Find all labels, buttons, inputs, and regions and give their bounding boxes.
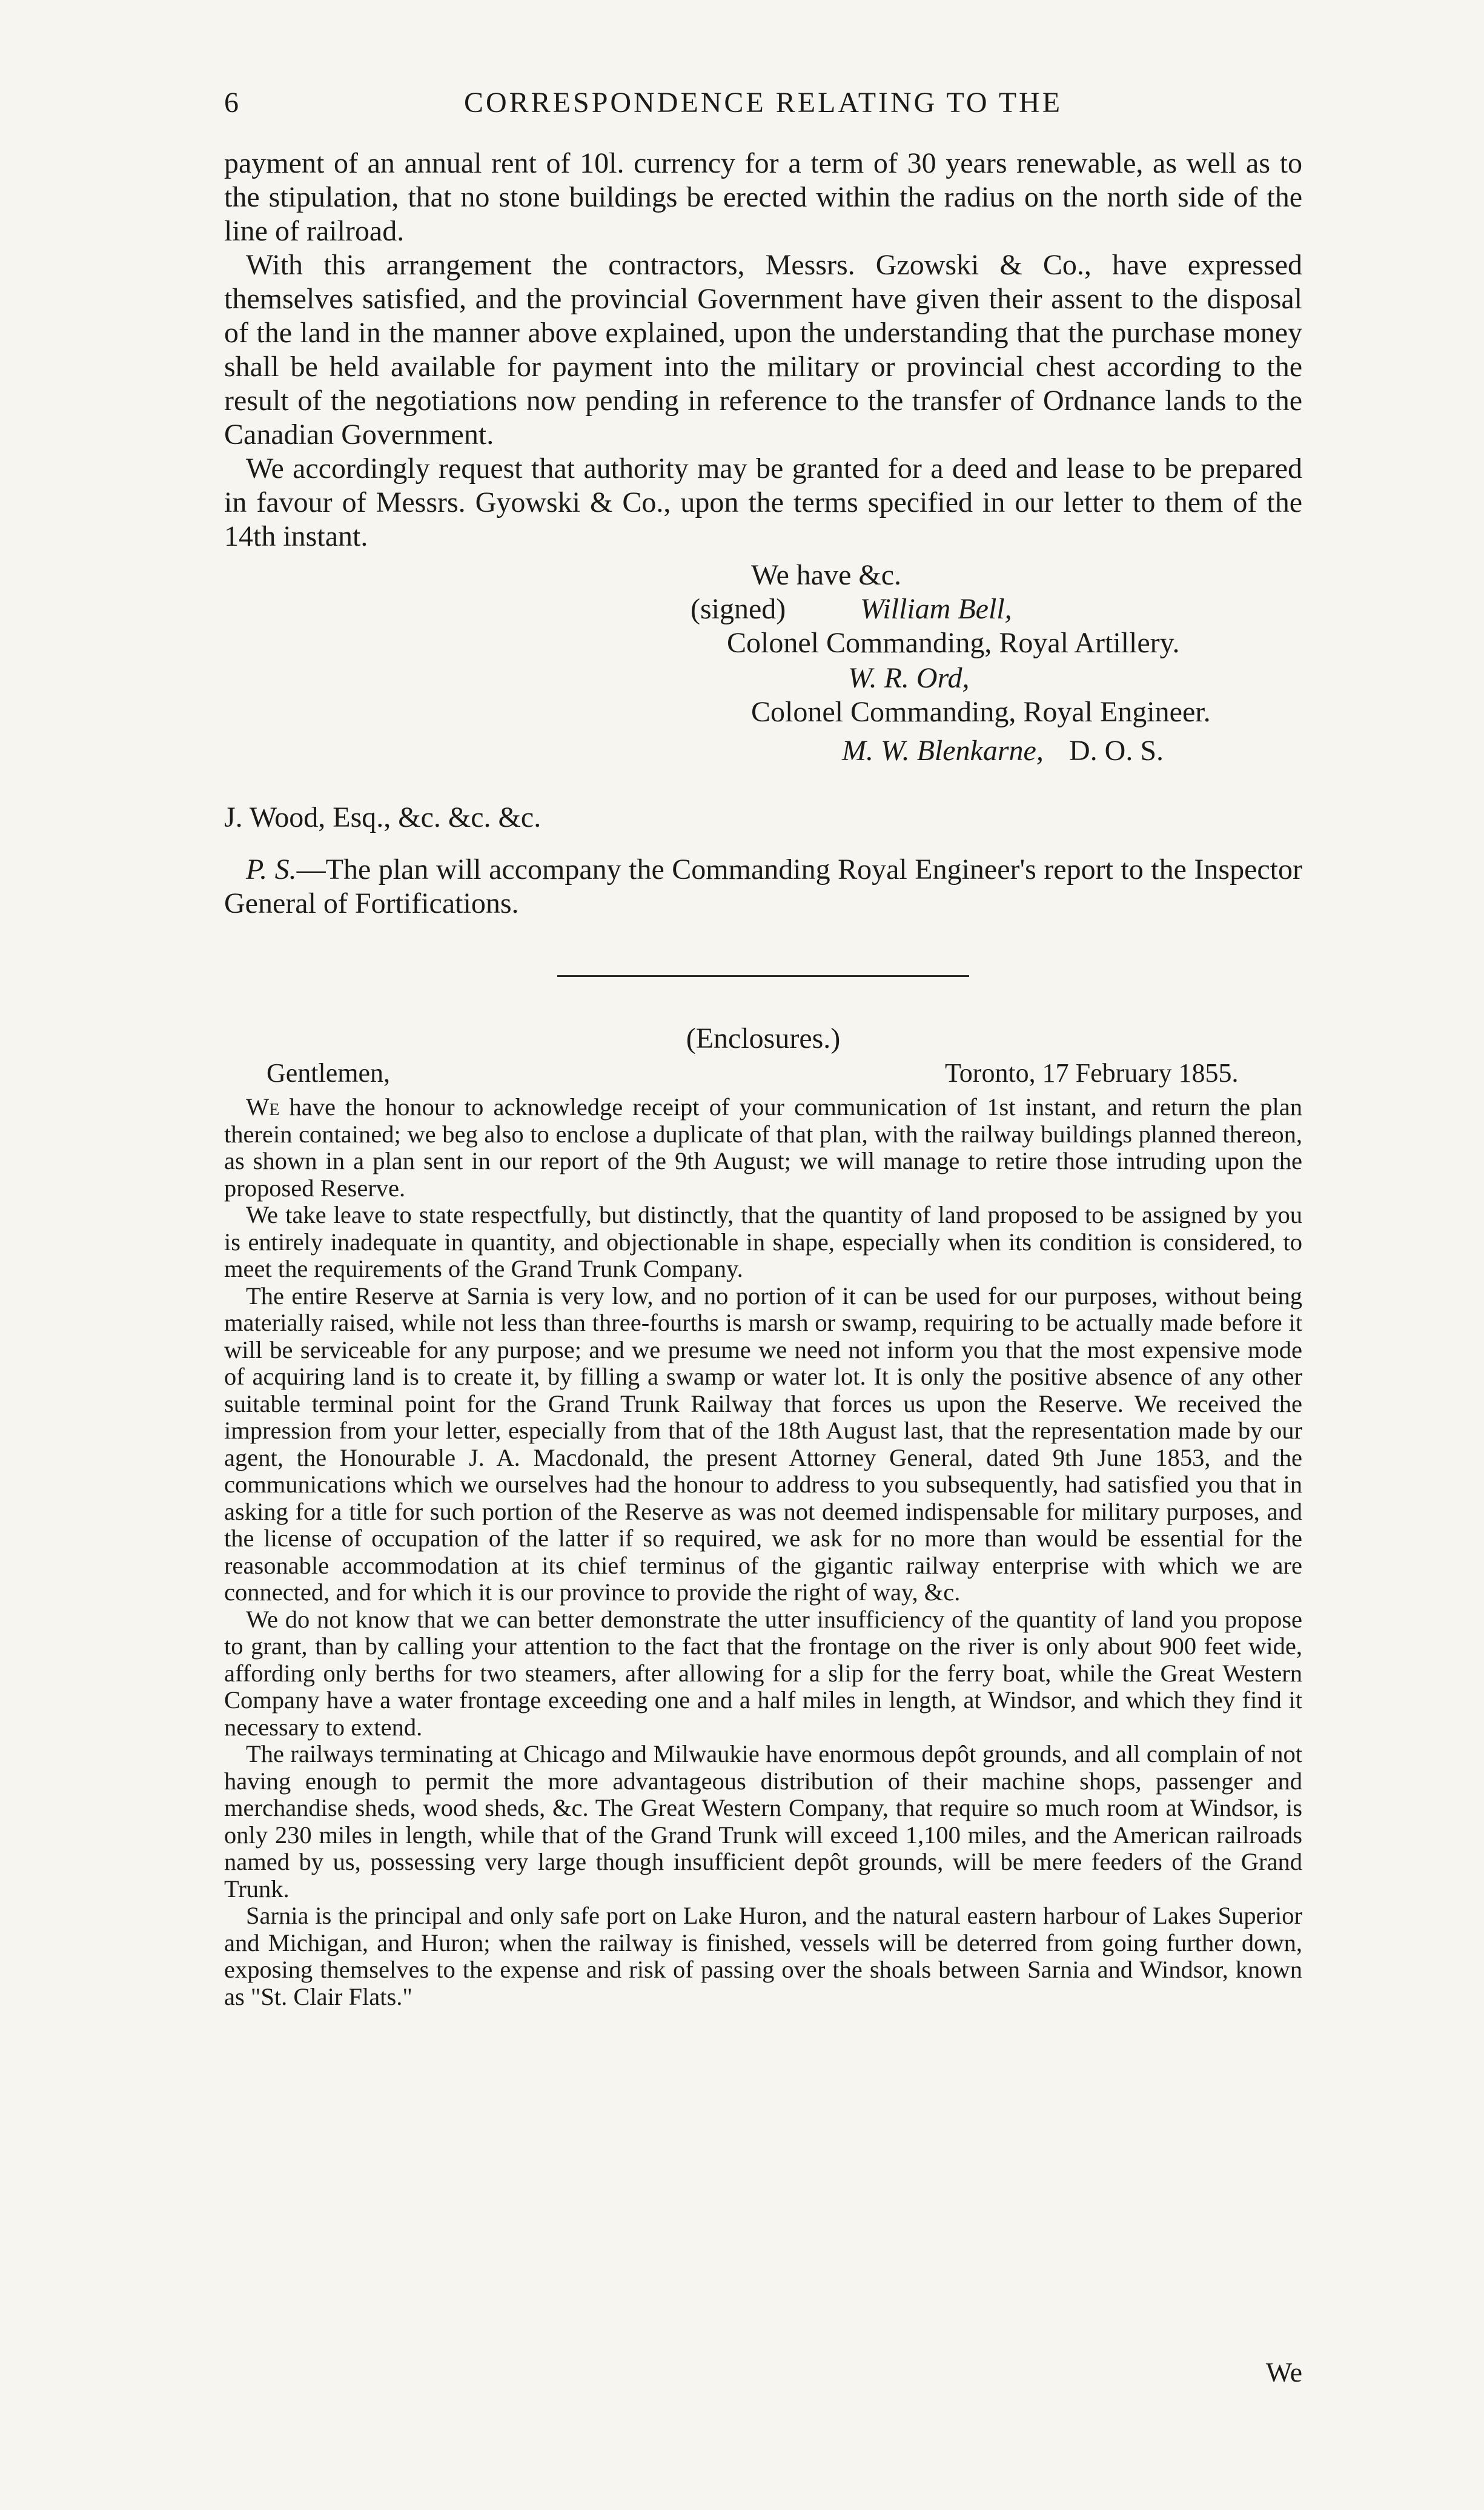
letter-body: [224, 147, 1302, 554]
ps-label: P. S.: [246, 853, 297, 886]
enclosure-paragraph: We have the honour to acknowledge receipt of your communication of 1st instant, and return the plan therein contained; we beg also to enclose a duplicate of that plan, with the railway buildings planned thereon, as shown in a plan sent in our report of the 9th August; we will manage to retire those intruding upon the proposed Reserve.: [224, 1093, 1302, 1202]
document-page: [224, 79, 1303, 2388]
ps-text: —The plan will accompany the Commanding Royal Engineer's report to the Inspector General of Fortifications.: [224, 853, 1303, 919]
enclosure-paragraph: The entire Reserve at Sarnia is very low, and no portion of it can be used for our purposes, without being materially raised, while not less than three-fourths is marsh or swamp, requiring to be actually made before it will be serviceable for any purpose; and we presume we need not inform you that the most expensive mode of acquiring land is to create it, by filling a swamp or water lot. It is only the positive absence of any other suitable terminal point for the Grand Trunk Railway that forces us upon the Reserve. We received the impression from your letter, especially from that of the 18th August last, that the representation made by our agent, the Honourable J. A. Macdonald, the present Attorney General, dated 9th June 1853, and the communications which we ourselves had the honour to address to you subsequently, had satisfied you that in asking for a title for such portion of the Reserve as was not deemed indispensable for military purposes, and the license of occupation of the latter if so required, we ask for no more than would be essential for the reasonable accommodation at its chief terminus of the gigantic railway enterprise with which we are connected, and for which it is our province to provide the right of way, &c.: [224, 1282, 1302, 1606]
signer-title: Colonel Commanding, Royal Artillery.: [727, 627, 1180, 659]
page-number: 6: [224, 87, 239, 119]
enclosure-paragraph: The railways terminating at Chicago and Milwaukie have enormous depôt grounds, and all complain of not having enough to permit the more advantageous distribution of their machine shops, passenger and merchandise sheds, wood sheds, &c. The Great Western Company, that require so much room at Windsor, is only 230 miles in length, while that of the Grand Trunk will exceed 1,100 miles, and the American railroads named by us, possessing very large though insufficient depôt grounds, will be mere feeders of the Grand Trunk.: [224, 1740, 1302, 1902]
signer-name: M. W. Blenkarne,: [842, 735, 1044, 767]
enclosure-paragraph: We do not know that we can better demonstrate the utter insufficiency of the quantity of land you propose to grant, than by calling your attention to the fact that the frontage on the river is only about 900 feet wide, affording only berths for two steamers, after allowing for a slip for the ferry boat, while the Great Western Company have a water frontage exceeding one and a half miles in length, at Windsor, and which they find it necessary to extend.: [224, 1605, 1302, 1741]
signed-label: (signed): [691, 593, 786, 625]
enclosures-heading: (Enclosures.): [686, 1022, 841, 1055]
signer-title: Colonel Commanding, Royal Engineer.: [751, 696, 1211, 728]
letter-paragraph: payment of an annual rent of 10l. currency for a term of 30 years renewable, as well as to the stipulation, that no stone buildings be erected within the radius on the north side of the line of railroad.: [224, 147, 1302, 247]
place-date: Toronto, 17 February 1855.: [945, 1058, 1239, 1088]
running-head: CORRESPONDENCE RELATING TO THE: [463, 87, 1063, 119]
letter-signoff: [224, 558, 1302, 795]
letter-paragraph: We accordingly request that authority may be granted for a deed and lease to be prepared in favour of Messrs. Gyowski & Co., upon the terms specified in our letter to them of the 14th instant.: [224, 452, 1302, 552]
salutation-row: [224, 1058, 1302, 1088]
signer-title: D. O. S.: [1069, 735, 1164, 767]
first-word: We: [246, 1093, 280, 1121]
catchword: We: [1265, 2357, 1302, 2388]
section-divider: [557, 975, 969, 977]
enclosure-paragraph: Sarnia is the principal and only safe port on Lake Huron, and the natural eastern harbour of Lakes Superior and Michigan, and Huron; when the railway is finished, vessels will be deterred from going further down, exposing themselves to the expense and risk of passing over the shoals between Sarnia and Windsor, known as "St. Clair Flats.": [224, 1902, 1302, 2010]
enclosure-paragraph: We take leave to state respectfully, but distinctly, that the quantity of land proposed to be assigned by you is entirely inadequate in quantity, and objectionable in shape, especially when its condition is considered, to meet the requirements of the Grand Trunk Company.: [224, 1201, 1302, 1282]
enclosure-body: [224, 1094, 1302, 2010]
page-header: [224, 79, 1302, 133]
salutation: Gentlemen,: [267, 1058, 391, 1088]
addressee: J. Wood, Esq., &c. &c. &c.: [224, 801, 542, 833]
signer-name: W. R. Ord,: [848, 662, 970, 694]
letter-paragraph: With this arrangement the contractors, Messrs. Gzowski & Co., have expressed themselves satisfied, and the provincial Government have given their assent to the disposal of the land in the manner above explained, upon the understanding that the purchase money shall be held available for payment into the military or provincial chest according to the result of the negotiations now pending in reference to the transfer of Ordnance lands to the Canadian Government.: [224, 249, 1302, 451]
signer-name: William Bell,: [860, 593, 1012, 625]
closing-line: We have &c.: [751, 559, 902, 591]
postscript: [224, 853, 1302, 921]
